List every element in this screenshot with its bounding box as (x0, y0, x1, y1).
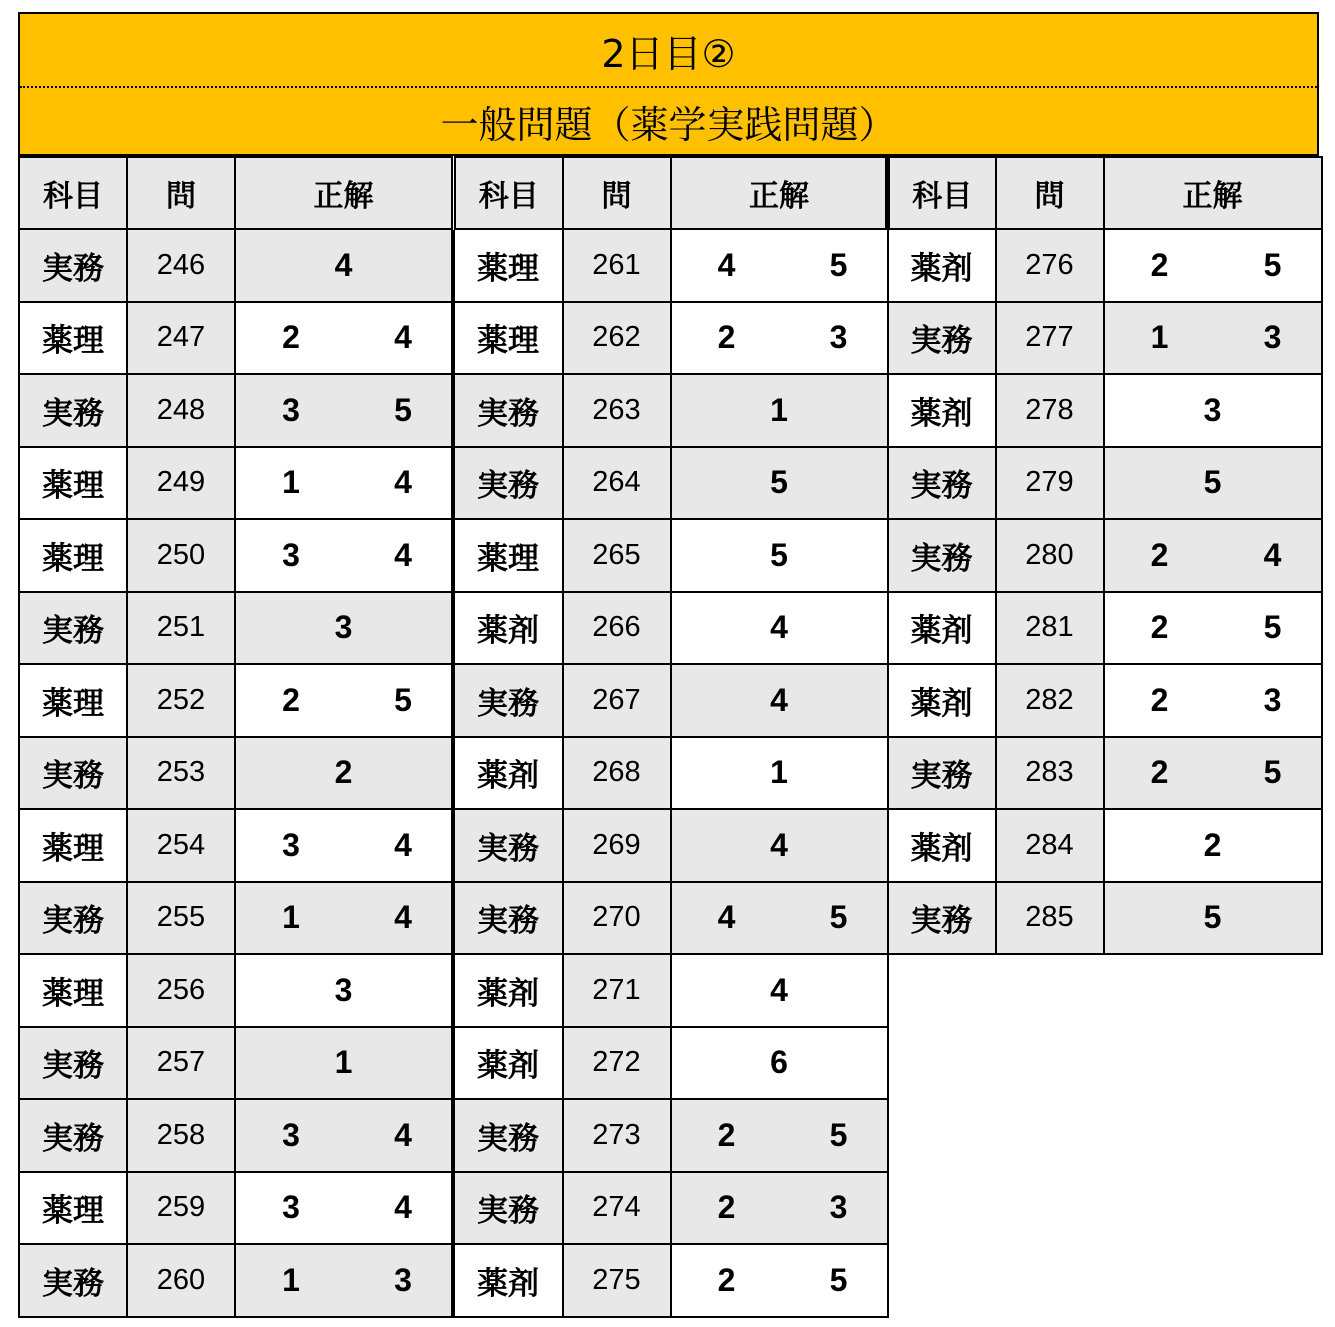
answer-value: 5 (829, 1116, 848, 1153)
answer-cell (1104, 809, 1322, 882)
table-row (19, 447, 452, 520)
table-row (454, 954, 888, 1027)
table-row (454, 229, 888, 302)
question-number-cell: 262 (563, 302, 671, 375)
subject-cell: 薬剤 (888, 592, 996, 665)
answer-cell (235, 229, 452, 302)
question-number-cell: 282 (996, 664, 1104, 737)
table-row (888, 882, 1322, 955)
question-number-cell: 257 (127, 1027, 235, 1100)
answer-cell (1104, 374, 1322, 447)
table-row (454, 737, 888, 810)
answer-value: 5 (1203, 899, 1222, 936)
question-number-cell: 275 (563, 1244, 671, 1317)
answer-value: 3 (282, 391, 300, 428)
question-number-cell: 251 (127, 592, 235, 665)
answer-value: 2 (1150, 536, 1169, 573)
subject-cell: 実務 (888, 882, 996, 955)
answer-value: 4 (394, 319, 412, 356)
answer-cell (1104, 882, 1322, 955)
table-row (19, 954, 452, 1027)
answer-value: 3 (334, 609, 353, 646)
answer-value: 1 (282, 464, 300, 501)
subject-cell: 薬剤 (888, 374, 996, 447)
title-banner (18, 12, 1319, 156)
question-number-cell: 256 (127, 954, 235, 1027)
answer-value: 3 (282, 1116, 300, 1153)
table-row (454, 519, 888, 592)
table-row (888, 229, 1322, 302)
answer-value: 5 (770, 464, 788, 501)
answer-value: 1 (334, 1044, 353, 1081)
answer-value: 2 (1150, 681, 1169, 718)
answer-value: 3 (1263, 681, 1282, 718)
question-number-cell: 254 (127, 809, 235, 882)
answer-value: 6 (770, 1044, 788, 1081)
answer-value: 4 (1263, 536, 1282, 573)
answer-value: 2 (334, 754, 353, 791)
answer-table-1 (18, 156, 453, 1318)
subject-cell: 薬理 (19, 1172, 127, 1245)
answer-cell (671, 374, 888, 447)
subject-cell: 薬理 (19, 447, 127, 520)
header-subject: 科目 (888, 157, 996, 229)
header-subject: 科目 (19, 157, 127, 229)
answer-cell (235, 592, 452, 665)
answer-value: 4 (717, 899, 736, 936)
answer-table-3 (885, 156, 1323, 955)
answer-value: 3 (829, 1189, 848, 1226)
subject-cell: 薬理 (19, 519, 127, 592)
answer-cell (1104, 519, 1322, 592)
header-answer: 正解 (235, 157, 452, 229)
answer-value: 4 (394, 1189, 412, 1226)
answer-value: 3 (1263, 319, 1282, 356)
table-row (454, 1027, 888, 1100)
answer-cell (671, 1172, 888, 1245)
answer-value: 3 (394, 1261, 412, 1298)
answer-value: 2 (282, 319, 300, 356)
answer-cell (1104, 229, 1322, 302)
answer-cell (671, 809, 888, 882)
subject-cell: 薬剤 (888, 229, 996, 302)
question-number-cell: 268 (563, 737, 671, 810)
table-row (19, 882, 452, 955)
table-row (454, 1244, 888, 1317)
answer-value: 2 (717, 319, 736, 356)
answer-cell (671, 447, 888, 520)
answer-cell (671, 519, 888, 592)
answer-value: 5 (1263, 754, 1282, 791)
subject-cell: 実務 (454, 447, 563, 520)
table-row (454, 664, 888, 737)
answer-cell (235, 1099, 452, 1172)
question-number-cell: 272 (563, 1027, 671, 1100)
answer-value: 4 (394, 1116, 412, 1153)
table-row (454, 1172, 888, 1245)
table-row (19, 809, 452, 882)
header-answer: 正解 (1104, 157, 1322, 229)
subject-cell: 実務 (19, 592, 127, 665)
question-number-cell: 255 (127, 882, 235, 955)
subject-cell: 薬理 (454, 302, 563, 375)
answer-value: 4 (770, 971, 788, 1008)
answer-cell (235, 302, 452, 375)
subject-cell: 薬剤 (888, 664, 996, 737)
subject-cell: 薬理 (19, 954, 127, 1027)
question-number-cell: 274 (563, 1172, 671, 1245)
subject-cell: 実務 (888, 519, 996, 592)
answer-value: 3 (829, 319, 848, 356)
answer-value: 4 (394, 464, 412, 501)
question-number-cell: 258 (127, 1099, 235, 1172)
answer-value: 4 (394, 536, 412, 573)
answer-value: 4 (770, 609, 788, 646)
question-number-cell: 271 (563, 954, 671, 1027)
question-number-cell: 252 (127, 664, 235, 737)
answer-cell (235, 374, 452, 447)
question-number-cell: 259 (127, 1172, 235, 1245)
answer-value: 5 (829, 1261, 848, 1298)
table-row (454, 447, 888, 520)
answer-value: 4 (770, 681, 788, 718)
question-number-cell: 276 (996, 229, 1104, 302)
table-row (888, 374, 1322, 447)
answer-value: 2 (1203, 826, 1222, 863)
question-number-cell: 281 (996, 592, 1104, 665)
answer-cell (235, 664, 452, 737)
header-question: 問 (996, 157, 1104, 229)
answer-value: 2 (717, 1261, 736, 1298)
answer-cell (235, 809, 452, 882)
subject-cell: 薬理 (454, 229, 563, 302)
question-number-cell: 280 (996, 519, 1104, 592)
answer-cell (1104, 737, 1322, 810)
subject-cell: 実務 (19, 737, 127, 810)
answer-value: 5 (1263, 246, 1282, 283)
answer-value: 2 (717, 1116, 736, 1153)
question-number-cell: 278 (996, 374, 1104, 447)
table-row (19, 664, 452, 737)
answer-cell (671, 592, 888, 665)
answer-value: 5 (829, 246, 848, 283)
answer-value: 2 (282, 681, 300, 718)
answer-value: 5 (1203, 464, 1222, 501)
subject-cell: 実務 (454, 664, 563, 737)
answer-value: 5 (394, 681, 412, 718)
header-subject: 科目 (454, 157, 563, 229)
answer-cell (671, 1027, 888, 1100)
header-question: 問 (127, 157, 235, 229)
table-row (19, 737, 452, 810)
table-row (454, 809, 888, 882)
question-number-cell: 260 (127, 1244, 235, 1317)
answer-cell (235, 882, 452, 955)
answer-cell (235, 737, 452, 810)
question-number-cell: 270 (563, 882, 671, 955)
question-number-cell: 247 (127, 302, 235, 375)
subject-cell: 実務 (888, 737, 996, 810)
table-row (888, 519, 1322, 592)
answer-cell (671, 229, 888, 302)
table-row (19, 374, 452, 447)
answer-cell (1104, 664, 1322, 737)
subject-cell: 実務 (888, 302, 996, 375)
answer-value: 1 (1150, 319, 1169, 356)
table-row (888, 737, 1322, 810)
answer-cell (235, 1172, 452, 1245)
table-row (454, 1099, 888, 1172)
answer-value: 3 (282, 536, 300, 573)
table-row (454, 592, 888, 665)
table-row (19, 302, 452, 375)
answer-cell (671, 737, 888, 810)
subject-cell: 実務 (19, 1099, 127, 1172)
subject-cell: 実務 (19, 229, 127, 302)
question-number-cell: 263 (563, 374, 671, 447)
title-day: 2日目② (20, 14, 1317, 88)
answer-cell (235, 519, 452, 592)
question-number-cell: 283 (996, 737, 1104, 810)
question-number-cell: 250 (127, 519, 235, 592)
subject-cell: 実務 (454, 882, 563, 955)
answer-value: 2 (717, 1189, 736, 1226)
answer-value: 1 (282, 1261, 300, 1298)
subject-cell: 実務 (888, 447, 996, 520)
question-number-cell: 249 (127, 447, 235, 520)
table-row (19, 1027, 452, 1100)
question-number-cell: 277 (996, 302, 1104, 375)
question-number-cell: 253 (127, 737, 235, 810)
subject-cell: 実務 (454, 1172, 563, 1245)
answer-value: 2 (1150, 609, 1169, 646)
answer-cell (235, 447, 452, 520)
question-number-cell: 246 (127, 229, 235, 302)
header-question: 問 (563, 157, 671, 229)
answer-value: 5 (394, 391, 412, 428)
table-row (888, 302, 1322, 375)
answer-cell (671, 302, 888, 375)
subject-cell: 薬理 (19, 664, 127, 737)
question-number-cell: 284 (996, 809, 1104, 882)
answer-cell (235, 1244, 452, 1317)
subject-cell: 薬剤 (454, 1027, 563, 1100)
answer-value: 4 (334, 246, 353, 283)
answer-cell (671, 882, 888, 955)
question-number-cell: 266 (563, 592, 671, 665)
answer-value: 3 (334, 971, 353, 1008)
answer-cell (671, 1099, 888, 1172)
answer-cell (671, 1244, 888, 1317)
answer-cell (671, 664, 888, 737)
answer-value: 4 (394, 826, 412, 863)
answer-value: 4 (394, 899, 412, 936)
question-number-cell: 265 (563, 519, 671, 592)
answer-value: 3 (1203, 391, 1222, 428)
question-number-cell: 285 (996, 882, 1104, 955)
question-number-cell: 248 (127, 374, 235, 447)
answer-value: 5 (770, 536, 788, 573)
answer-cell (1104, 592, 1322, 665)
table-row (888, 447, 1322, 520)
answer-cell (235, 954, 452, 1027)
question-number-cell: 261 (563, 229, 671, 302)
table-row (454, 302, 888, 375)
subject-cell: 実務 (454, 809, 563, 882)
table-row (19, 1172, 452, 1245)
answer-value: 2 (1150, 754, 1169, 791)
answer-cell (1104, 447, 1322, 520)
table-row (19, 229, 452, 302)
answer-table-2 (451, 156, 889, 1318)
answer-value: 2 (1150, 246, 1169, 283)
subject-cell: 薬理 (19, 302, 127, 375)
subject-cell: 実務 (19, 1244, 127, 1317)
question-number-cell: 264 (563, 447, 671, 520)
answer-value: 3 (282, 826, 300, 863)
title-section: 一般問題（薬学実践問題） (440, 102, 897, 147)
subject-cell: 実務 (454, 374, 563, 447)
subject-cell: 薬剤 (454, 737, 563, 810)
answer-value: 1 (282, 899, 300, 936)
answer-value: 5 (829, 899, 848, 936)
table-row (888, 809, 1322, 882)
table-row (454, 882, 888, 955)
answer-cell (1104, 302, 1322, 375)
subject-cell: 薬剤 (454, 1244, 563, 1317)
subject-cell: 実務 (19, 374, 127, 447)
table-row (454, 374, 888, 447)
table-row (19, 1244, 452, 1317)
subject-cell: 薬剤 (454, 954, 563, 1027)
subject-cell: 実務 (454, 1099, 563, 1172)
answer-value: 5 (1263, 609, 1282, 646)
table-row (888, 592, 1322, 665)
answer-cell (235, 1027, 452, 1100)
question-number-cell: 269 (563, 809, 671, 882)
answer-cell (671, 954, 888, 1027)
table-row (888, 664, 1322, 737)
subject-cell: 薬理 (19, 809, 127, 882)
question-number-cell: 273 (563, 1099, 671, 1172)
subject-cell: 実務 (19, 1027, 127, 1100)
answer-value: 4 (770, 826, 788, 863)
header-answer: 正解 (671, 157, 888, 229)
table-row (19, 519, 452, 592)
table-row (19, 592, 452, 665)
question-number-cell: 279 (996, 447, 1104, 520)
subject-cell: 薬剤 (454, 592, 563, 665)
answer-value: 1 (770, 754, 788, 791)
subject-cell: 実務 (19, 882, 127, 955)
answer-value: 3 (282, 1189, 300, 1226)
question-number-cell: 267 (563, 664, 671, 737)
answer-value: 1 (770, 391, 788, 428)
subject-cell: 薬理 (454, 519, 563, 592)
answer-value: 4 (717, 246, 736, 283)
subject-cell: 薬剤 (888, 809, 996, 882)
table-row (19, 1099, 452, 1172)
